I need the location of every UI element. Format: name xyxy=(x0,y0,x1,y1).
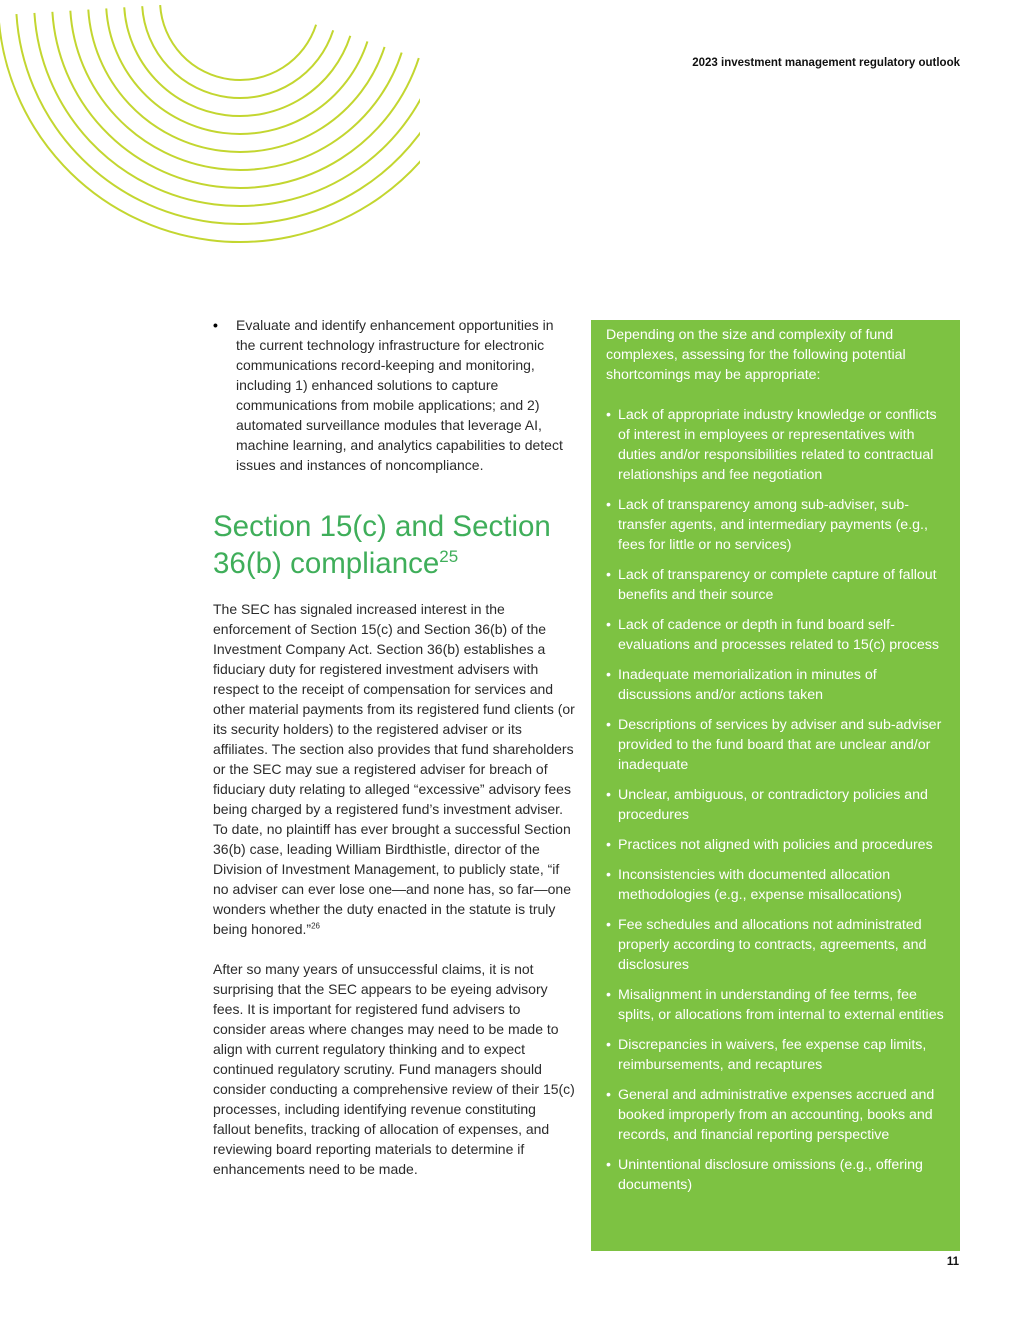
bullet-icon: • xyxy=(606,667,611,683)
shortcoming-text: Descriptions of services by adviser and sub-adviser provided to the fund board that are unclear and/or inadequate xyxy=(618,717,942,773)
bullet-icon: • xyxy=(606,837,611,853)
shortcoming-item xyxy=(606,1155,952,1195)
shortcoming-item xyxy=(606,915,952,975)
paragraph-text: The SEC has signaled increased interest in the enforcement of Section 15(c) and Section 36(b) of the Investment Company Act. Section 36(b) establishes a fiduciary duty for registered investment advisers with respect to the receipt of compensation for services and other material payments from its registered fund clients (or its security holders) to the registered adviser or its affiliates. The section also provides that fund shareholders or the SEC may sue a registered adviser for breach of fiduciary duty relating to alleged “excessive” advisory fees being charged by a registered fund’s investment adviser. To date, no plaintiff has ever brought a successful Section 36(b) case, leading William Birdthistle, director of the Division of Investment Management, to publicly state, “if no adviser can ever lose one—and none has, so far—one wonders whether the duty enacted in the statute is truly being honored.” xyxy=(213,601,575,937)
section-heading xyxy=(213,508,575,582)
bullet-icon: • xyxy=(606,717,611,733)
bullet-icon: • xyxy=(606,1157,611,1173)
shortcomings-list xyxy=(606,405,952,1195)
shortcoming-text: Lack of transparency or complete capture of fallout benefits and their source xyxy=(618,567,937,603)
decorative-arc xyxy=(70,11,401,170)
shortcoming-item xyxy=(606,835,952,855)
decorative-arc xyxy=(0,15,420,242)
footnote-ref[interactable]: 26 xyxy=(311,921,320,931)
shortcoming-text: Lack of appropriate industry knowledge or conflicts of interest in employees or representatives with duties and/or responsibilities related to contractual relationships and fee negotiation xyxy=(618,407,937,483)
shortcoming-text: Fee schedules and allocations not administrated properly according to contracts, agreements, and disclosures xyxy=(618,917,927,973)
section-heading-text: Section 15(c) and Section 36(b) compliance xyxy=(213,510,551,580)
decorative-arcs xyxy=(0,0,420,250)
shortcoming-item xyxy=(606,665,952,705)
shortcoming-text: Unintentional disclosure omissions (e.g., offering documents) xyxy=(618,1157,923,1193)
decorative-arc xyxy=(142,6,333,98)
bullet-icon: • xyxy=(606,1087,611,1103)
bullet-icon: • xyxy=(606,1037,611,1053)
sidebar-intro: Depending on the size and complexity of fund complexes, assessing for the following potential shortcomings may be appropriate: xyxy=(606,327,906,383)
shortcoming-text: Lack of cadence or depth in fund board self-evaluations and processes related to 15(c) process xyxy=(618,617,939,653)
shortcoming-item xyxy=(606,615,952,655)
decorative-arc xyxy=(160,5,316,80)
shortcoming-item xyxy=(606,985,952,1025)
bullet-icon: • xyxy=(606,867,611,883)
shortcoming-text: Unclear, ambiguous, or contradictory policies and procedures xyxy=(618,787,928,823)
decorative-arc xyxy=(52,12,418,188)
shortcoming-item xyxy=(606,1085,952,1145)
bullet-icon: • xyxy=(606,497,611,513)
shortcoming-item xyxy=(606,1035,952,1075)
bullet-icon: • xyxy=(606,787,611,803)
shortcoming-text: Lack of transparency among sub-adviser, sub-transfer agents, and intermediary payments (e.g., fees for little or no services) xyxy=(618,497,928,553)
shortcoming-text: Practices not aligned with policies and procedures xyxy=(618,837,933,853)
body-paragraph xyxy=(213,599,575,939)
bullet-icon: • xyxy=(213,317,218,333)
shortcoming-item xyxy=(606,785,952,825)
bullet-icon: • xyxy=(606,567,611,583)
decorative-arc xyxy=(34,13,420,206)
document-header-title: 2023 investment management regulatory outlook xyxy=(692,57,960,69)
shortcomings-sidebar xyxy=(591,320,960,1251)
shortcoming-item xyxy=(606,865,952,905)
shortcoming-text: General and administrative expenses accrued and booked improperly from an accounting, books and records, and financial reporting perspective xyxy=(618,1087,935,1143)
shortcoming-text: Inconsistencies with documented allocation methodologies (e.g., expense misallocations) xyxy=(618,867,902,903)
bullet-text: Evaluate and identify enhancement opportunities in the current technology infrastructure for electronic communications record-keeping and monitoring, including 1) enhanced solutions to capture communications from mobile applications; and 2) automated surveillance modules that leverage AI, machine learning, and analytics capabilities to detect issues and instances of noncompliance. xyxy=(236,317,563,473)
bullet-icon: • xyxy=(606,917,611,933)
shortcoming-text: Misalignment in understanding of fee terms, fee splits, or allocations from internal to external entities xyxy=(618,987,944,1023)
shortcoming-item xyxy=(606,495,952,555)
heading-footnote-ref[interactable]: 25 xyxy=(439,547,459,567)
bullet-icon: • xyxy=(606,987,611,1003)
shortcoming-item xyxy=(606,405,952,485)
main-column xyxy=(213,315,575,1199)
shortcoming-item xyxy=(606,715,952,775)
shortcoming-text: Inadequate memorialization in minutes of discussions and/or actions taken xyxy=(618,667,877,703)
shortcoming-text: Discrepancies in waivers, fee expense cap limits, reimbursements, and recaptures xyxy=(618,1037,927,1073)
bullet-icon: • xyxy=(606,617,611,633)
page-number: 11 xyxy=(946,1256,959,1268)
shortcoming-item xyxy=(606,565,952,605)
bullet-item xyxy=(213,315,575,475)
bullet-icon: • xyxy=(606,407,611,423)
body-paragraph: After so many years of unsuccessful claims, it is not surprising that the SEC appears to be eyeing advisory fees. It is important for registered fund advisers to consider areas where changes may need to be made to align with current regulatory thinking and to expect continued regulatory scrutiny. Fund managers should consider conducting a comprehensive review of their 15(c) processes, including identifying revenue constituting fallout benefits, tracking of allocation of expenses, and reviewing board reporting materials to determine if enhancements need to be made. xyxy=(213,961,575,1177)
